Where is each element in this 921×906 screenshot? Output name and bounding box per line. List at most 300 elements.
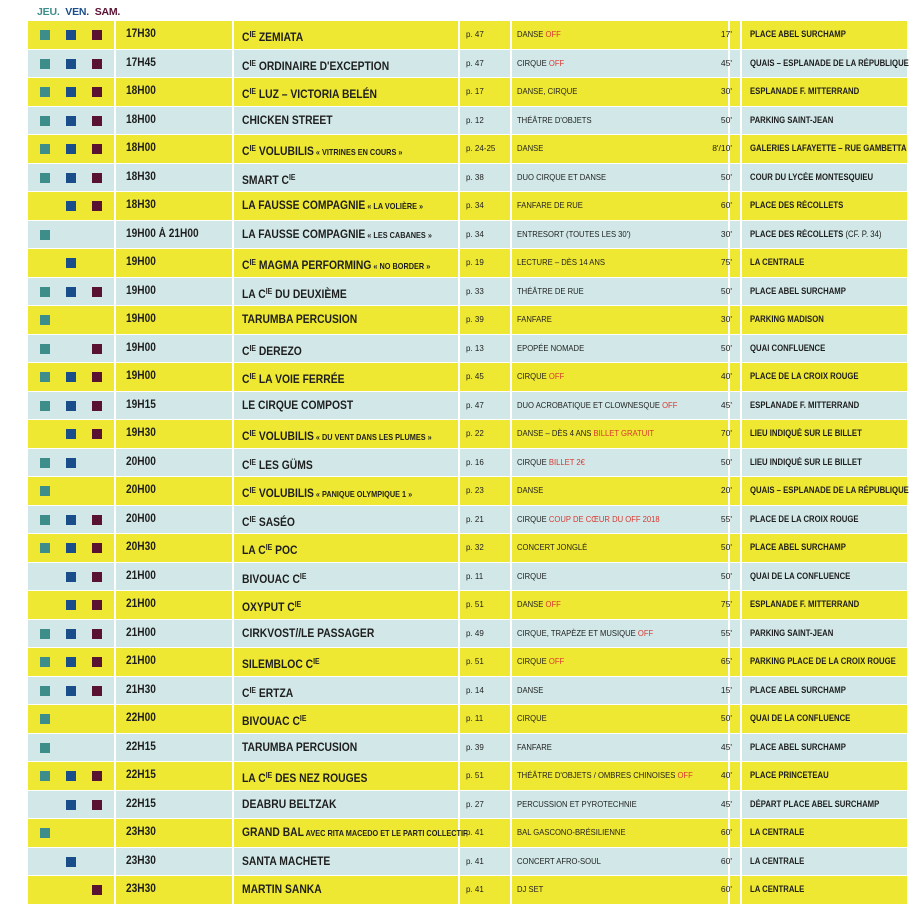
column-divider xyxy=(740,21,742,49)
column-divider xyxy=(740,78,742,106)
column-divider xyxy=(510,734,512,762)
column-divider xyxy=(740,563,742,591)
column-divider xyxy=(232,420,234,448)
show-genre: DANSE xyxy=(517,485,544,495)
day-marker-jeu xyxy=(40,657,50,667)
show-duration: 17' xyxy=(720,29,732,39)
show-place: PARKING SAINT-JEAN xyxy=(750,114,834,125)
show-name: BIVOUAC $C^{IE}$ xyxy=(242,714,307,728)
show-genre: FANFARE xyxy=(517,314,552,324)
column-divider xyxy=(114,278,116,306)
show-place: PLACE ABEL SURCHAMP xyxy=(750,542,846,552)
show-genre: DANSE OFF xyxy=(517,599,561,609)
show-place: PLACE DES RÉCOLLETS (CF. P. 34) xyxy=(750,228,882,239)
page-ref: p. 19 xyxy=(466,258,484,267)
show-name: LA $C^{IE}$ DES NEZ ROUGES xyxy=(242,771,368,785)
show-time: 20H30 xyxy=(126,541,156,553)
schedule-row xyxy=(28,563,907,592)
column-divider xyxy=(510,705,512,733)
day-marker-jeu xyxy=(40,743,50,753)
column-divider xyxy=(232,392,234,420)
day-marker-sam xyxy=(92,771,102,781)
show-time: 21H30 xyxy=(126,683,156,696)
column-divider xyxy=(232,791,234,819)
column-divider xyxy=(740,221,742,249)
page-ref: p. 33 xyxy=(466,286,484,296)
column-divider xyxy=(458,620,460,648)
show-time: 20H00 xyxy=(126,484,156,496)
schedule-row xyxy=(28,762,907,791)
schedule-row xyxy=(28,107,907,136)
show-genre: DANSE xyxy=(517,684,544,695)
column-divider xyxy=(232,591,234,619)
column-divider xyxy=(510,762,512,790)
page-ref: p. 47 xyxy=(466,58,484,68)
column-divider xyxy=(114,50,116,78)
page-ref: p. 41 xyxy=(466,856,484,866)
day-marker-ven xyxy=(66,543,76,553)
column-divider xyxy=(740,705,742,733)
show-genre: CIRQUE xyxy=(517,713,547,723)
day-marker-ven xyxy=(66,401,76,411)
page-ref: p. 13 xyxy=(466,343,484,353)
show-name: TARUMBA PERCUSION xyxy=(242,739,358,754)
show-name: $C^{IE}$ SASÉO xyxy=(242,514,295,529)
column-divider xyxy=(510,449,512,477)
show-place: LIEU INDIQUÉ SUR LE BILLET xyxy=(750,456,862,467)
show-genre: DANSE xyxy=(517,143,544,153)
day-marker-ven xyxy=(66,572,76,582)
column-divider xyxy=(740,876,742,904)
column-divider xyxy=(458,848,460,876)
column-divider xyxy=(114,477,116,505)
column-divider xyxy=(740,335,742,363)
show-place: DÉPART PLACE ABEL SURCHAMP xyxy=(750,798,880,809)
schedule-row xyxy=(28,392,907,421)
day-marker-jeu xyxy=(40,344,50,354)
show-place: ESPLANADE F. MITTERRAND xyxy=(750,599,860,609)
schedule-table xyxy=(28,21,907,905)
day-marker-ven xyxy=(66,600,76,610)
show-time: 23H30 xyxy=(126,883,156,895)
show-time: 23H30 xyxy=(126,826,156,838)
column-divider xyxy=(740,734,742,762)
page-ref: p. 34 xyxy=(466,201,484,210)
column-divider xyxy=(740,164,742,192)
show-genre: ENTRESORT (TOUTES LES 30') xyxy=(517,228,631,239)
day-marker-jeu xyxy=(40,401,50,411)
show-name: TARUMBA PERCUSION xyxy=(242,312,358,326)
schedule-row xyxy=(28,876,907,905)
show-name: $C^{IE}$ VOLUBILIS « VITRINES EN COURS » xyxy=(242,144,403,158)
show-time: 21H00 xyxy=(126,655,156,667)
column-divider xyxy=(232,734,234,762)
column-divider xyxy=(232,164,234,192)
column-divider xyxy=(510,534,512,562)
column-divider xyxy=(510,221,512,249)
column-divider xyxy=(510,477,512,505)
legend-sam: SAM. xyxy=(94,6,121,18)
schedule-row xyxy=(28,648,907,677)
day-marker-jeu xyxy=(40,714,50,724)
column-divider xyxy=(458,449,460,477)
show-duration: 60' xyxy=(720,884,732,894)
show-time: 19H00 À 21H00 xyxy=(126,227,199,240)
day-marker-jeu xyxy=(40,543,50,553)
show-duration: 8'/10' xyxy=(712,143,732,153)
column-divider xyxy=(114,819,116,847)
day-marker-ven xyxy=(66,458,76,468)
column-divider xyxy=(510,249,512,277)
column-divider xyxy=(232,477,234,505)
show-genre: BAL GASCONO-BRÉSILIENNE xyxy=(517,827,626,837)
column-divider xyxy=(232,705,234,733)
show-name: GRAND BAL AVEC RITA MACEDO ET LE PARTI COLLECTIF xyxy=(242,825,468,839)
show-duration: 30' xyxy=(720,228,732,239)
show-place: GALERIES LAFAYETTE – RUE GAMBETTA xyxy=(750,143,907,153)
page-ref: p. 22 xyxy=(466,429,484,438)
column-divider xyxy=(510,591,512,619)
show-genre: CIRQUE xyxy=(517,570,547,581)
column-divider xyxy=(232,620,234,648)
column-divider xyxy=(114,762,116,790)
page-ref: p. 45 xyxy=(466,372,484,381)
column-divider xyxy=(458,363,460,391)
column-divider xyxy=(510,107,512,135)
schedule-row xyxy=(28,734,907,763)
column-divider xyxy=(232,306,234,334)
show-time: 19H00 xyxy=(126,284,156,297)
day-marker-jeu xyxy=(40,372,50,382)
schedule-row xyxy=(28,249,907,278)
day-marker-jeu xyxy=(40,629,50,639)
column-divider xyxy=(740,249,742,277)
show-place: PLACE DES RÉCOLLETS xyxy=(750,200,844,210)
schedule-row xyxy=(28,705,907,734)
column-divider xyxy=(232,363,234,391)
day-marker-sam xyxy=(92,401,102,411)
column-divider xyxy=(458,306,460,334)
day-marker-ven xyxy=(66,144,76,154)
column-divider xyxy=(458,534,460,562)
column-divider xyxy=(740,278,742,306)
day-marker-ven xyxy=(66,429,76,439)
show-name: LA FAUSSE COMPAGNIE « LA VOLIÈRE » xyxy=(242,198,424,212)
column-divider xyxy=(114,677,116,705)
show-time: 20H00 xyxy=(126,455,156,468)
show-place: PLACE ABEL SURCHAMP xyxy=(750,29,846,39)
show-name: LE CIRQUE COMPOST xyxy=(242,397,354,412)
column-divider xyxy=(232,449,234,477)
show-time: 22H15 xyxy=(126,769,156,781)
day-marker-jeu xyxy=(40,59,50,69)
page-ref: p. 23 xyxy=(466,486,484,495)
column-divider xyxy=(740,534,742,562)
column-divider xyxy=(114,534,116,562)
show-time: 18H30 xyxy=(126,170,156,183)
show-genre: CONCERT AFRO-SOUL xyxy=(517,855,601,866)
column-divider xyxy=(740,107,742,135)
column-divider xyxy=(114,135,116,163)
show-duration: 65' xyxy=(720,656,732,666)
show-place: PARKING PLACE DE LA CROIX ROUGE xyxy=(750,656,896,666)
show-duration: 70' xyxy=(720,428,732,438)
show-genre: DUO ACROBATIQUE ET CLOWNESQUE OFF xyxy=(517,399,678,410)
column-divider xyxy=(458,221,460,249)
show-duration: 60' xyxy=(720,827,732,837)
schedule-row xyxy=(28,506,907,535)
day-legend xyxy=(37,6,123,20)
show-duration: 50' xyxy=(720,570,732,581)
day-marker-jeu xyxy=(40,458,50,468)
column-divider xyxy=(114,563,116,591)
show-name: LA FAUSSE COMPAGNIE « LES CABANES » xyxy=(242,226,432,241)
show-place: PLACE ABEL SURCHAMP xyxy=(750,285,846,296)
column-divider xyxy=(114,648,116,676)
show-time: 23H30 xyxy=(126,854,156,867)
column-divider xyxy=(458,876,460,904)
day-marker-jeu xyxy=(40,30,50,40)
column-divider xyxy=(114,848,116,876)
column-divider xyxy=(232,249,234,277)
column-divider xyxy=(458,335,460,363)
column-divider xyxy=(740,848,742,876)
column-divider xyxy=(458,563,460,591)
schedule-row xyxy=(28,221,907,250)
column-divider xyxy=(458,192,460,220)
show-time: 19H00 xyxy=(126,341,156,354)
column-divider xyxy=(458,420,460,448)
show-name: $C^{IE}$ ERTZA xyxy=(242,685,294,700)
schedule-row xyxy=(28,534,907,563)
show-time: 19H00 xyxy=(126,370,156,382)
show-time: 18H30 xyxy=(126,199,156,211)
column-divider xyxy=(114,506,116,534)
column-divider xyxy=(232,876,234,904)
day-marker-ven xyxy=(66,173,76,183)
page-ref: p. 12 xyxy=(466,115,484,125)
day-marker-sam xyxy=(92,144,102,154)
show-genre: CIRQUE, TRAPÈZE ET MUSIQUE OFF xyxy=(517,627,654,638)
schedule-row xyxy=(28,21,907,50)
show-place: PLACE DE LA CROIX ROUGE xyxy=(750,513,859,524)
day-marker-jeu xyxy=(40,686,50,696)
column-divider xyxy=(510,164,512,192)
show-duration: 50' xyxy=(720,171,732,182)
day-marker-jeu xyxy=(40,486,50,496)
column-divider xyxy=(510,848,512,876)
day-marker-sam xyxy=(92,600,102,610)
page-ref: p. 49 xyxy=(466,628,484,638)
day-marker-jeu xyxy=(40,144,50,154)
day-marker-ven xyxy=(66,287,76,297)
legend-ven: VEN. xyxy=(65,6,89,18)
column-divider xyxy=(114,335,116,363)
column-divider xyxy=(458,278,460,306)
column-divider xyxy=(510,306,512,334)
column-divider xyxy=(232,677,234,705)
show-genre: DUO CIRQUE ET DANSE xyxy=(517,171,607,182)
column-divider xyxy=(458,506,460,534)
day-marker-ven xyxy=(66,857,76,867)
column-divider xyxy=(740,620,742,648)
schedule-row xyxy=(28,192,907,221)
show-duration: 55' xyxy=(720,627,732,638)
show-duration: 20' xyxy=(720,485,732,495)
column-divider xyxy=(510,363,512,391)
show-place: ESPLANADE F. MITTERRAND xyxy=(750,86,860,96)
column-divider xyxy=(232,648,234,676)
column-divider xyxy=(740,506,742,534)
page-ref: p. 17 xyxy=(466,87,484,96)
column-divider xyxy=(232,506,234,534)
show-place: LA CENTRALE xyxy=(750,827,805,837)
column-divider xyxy=(510,876,512,904)
show-place: LA CENTRALE xyxy=(750,884,805,894)
column-divider xyxy=(232,762,234,790)
column-divider xyxy=(740,591,742,619)
page-ref: p. 24-25 xyxy=(466,144,496,153)
column-divider xyxy=(458,648,460,676)
show-name: $C^{IE}$ DEREZO xyxy=(242,343,302,358)
day-marker-sam xyxy=(92,515,102,525)
column-divider xyxy=(740,392,742,420)
show-name: $C^{IE}$ LUZ – VICTORIA BELÉN xyxy=(242,87,377,101)
column-divider xyxy=(458,50,460,78)
column-divider xyxy=(510,78,512,106)
show-place: LA CENTRALE xyxy=(750,855,805,866)
day-marker-sam xyxy=(92,30,102,40)
column-divider xyxy=(458,791,460,819)
schedule-row xyxy=(28,848,907,877)
show-place: COUR DU LYCÉE MONTESQUIEU xyxy=(750,171,874,182)
page-ref: p. 32 xyxy=(466,543,484,552)
column-divider xyxy=(114,164,116,192)
show-duration: 60' xyxy=(720,200,732,210)
day-marker-jeu xyxy=(40,515,50,525)
show-name: $C^{IE}$ ORDINAIRE D'EXCEPTION xyxy=(242,58,390,73)
show-genre: FANFARE DE RUE xyxy=(517,200,583,210)
show-genre: LECTURE – DÈS 14 ANS xyxy=(517,257,606,267)
column-divider xyxy=(510,819,512,847)
day-marker-ven xyxy=(66,59,76,69)
column-divider xyxy=(458,107,460,135)
schedule-row xyxy=(28,306,907,335)
day-marker-sam xyxy=(92,372,102,382)
show-duration: 50' xyxy=(720,342,732,353)
show-genre: CIRQUE OFF xyxy=(517,57,565,68)
schedule-row xyxy=(28,50,907,79)
column-divider xyxy=(740,135,742,163)
show-name: $C^{IE}$ ZEMIATA xyxy=(242,30,304,44)
day-marker-ven xyxy=(66,515,76,525)
column-divider xyxy=(458,762,460,790)
day-marker-ven xyxy=(66,800,76,810)
day-marker-ven xyxy=(66,87,76,97)
column-divider xyxy=(114,78,116,106)
show-place: QUAI DE LA CONFLUENCE xyxy=(750,570,851,581)
column-divider xyxy=(114,449,116,477)
show-duration: 15' xyxy=(720,684,732,695)
column-divider xyxy=(232,848,234,876)
column-divider xyxy=(740,477,742,505)
column-divider xyxy=(510,648,512,676)
column-divider xyxy=(510,335,512,363)
column-divider xyxy=(458,734,460,762)
page-ref: p. 41 xyxy=(466,885,484,894)
show-time: 19H00 xyxy=(126,313,156,325)
legend-jeu: JEU. xyxy=(37,6,60,18)
column-divider xyxy=(232,135,234,163)
show-time: 22H15 xyxy=(126,797,156,810)
show-time: 19H30 xyxy=(126,427,156,439)
show-name: $C^{IE}$ MAGMA PERFORMING « NO BORDER » xyxy=(242,258,431,272)
show-genre: CONCERT JONGLÉ xyxy=(517,542,588,552)
column-divider xyxy=(232,21,234,49)
day-marker-sam xyxy=(92,344,102,354)
day-marker-sam xyxy=(92,686,102,696)
column-divider xyxy=(740,677,742,705)
show-genre: CIRQUE OFF xyxy=(517,656,565,666)
schedule-row xyxy=(28,819,907,848)
column-divider xyxy=(510,21,512,49)
day-marker-jeu xyxy=(40,828,50,838)
column-divider xyxy=(458,477,460,505)
day-marker-ven xyxy=(66,201,76,211)
show-time: 20H00 xyxy=(126,512,156,525)
show-time: 21H00 xyxy=(126,626,156,639)
page-ref: p. 38 xyxy=(466,172,484,182)
show-genre: DJ SET xyxy=(517,884,544,894)
show-name: OXYPUT $C^{IE}$ xyxy=(242,600,302,614)
page-ref: p. 27 xyxy=(466,799,484,809)
show-place: LIEU INDIQUÉ SUR LE BILLET xyxy=(750,428,862,438)
schedule-row xyxy=(28,278,907,307)
show-name: $C^{IE}$ LES GÜMS xyxy=(242,457,313,472)
show-time: 19H15 xyxy=(126,398,156,411)
column-divider xyxy=(510,563,512,591)
show-place: PLACE DE LA CROIX ROUGE xyxy=(750,371,859,381)
day-marker-sam xyxy=(92,116,102,126)
show-genre: PERCUSSION ET PYROTECHNIE xyxy=(517,798,637,809)
column-divider xyxy=(458,78,460,106)
show-time: 19H00 xyxy=(126,256,156,268)
page-ref: p. 14 xyxy=(466,685,484,695)
column-divider xyxy=(510,420,512,448)
column-divider xyxy=(740,363,742,391)
show-time: 21H00 xyxy=(126,569,156,582)
day-marker-jeu xyxy=(40,287,50,297)
show-place: ESPLANADE F. MITTERRAND xyxy=(750,399,860,410)
show-time: 22H00 xyxy=(126,712,156,724)
schedule-row xyxy=(28,620,907,649)
column-divider xyxy=(114,107,116,135)
day-marker-sam xyxy=(92,800,102,810)
column-divider xyxy=(458,164,460,192)
column-divider xyxy=(458,249,460,277)
day-marker-sam xyxy=(92,59,102,69)
day-marker-sam xyxy=(92,201,102,211)
day-marker-ven xyxy=(66,629,76,639)
show-place: PLACE ABEL SURCHAMP xyxy=(750,741,846,752)
column-divider xyxy=(510,50,512,78)
column-divider xyxy=(458,677,460,705)
page-ref: p. 47 xyxy=(466,400,484,410)
day-marker-ven xyxy=(66,657,76,667)
schedule-row xyxy=(28,477,907,506)
column-divider xyxy=(232,563,234,591)
show-duration: 45' xyxy=(720,57,732,68)
